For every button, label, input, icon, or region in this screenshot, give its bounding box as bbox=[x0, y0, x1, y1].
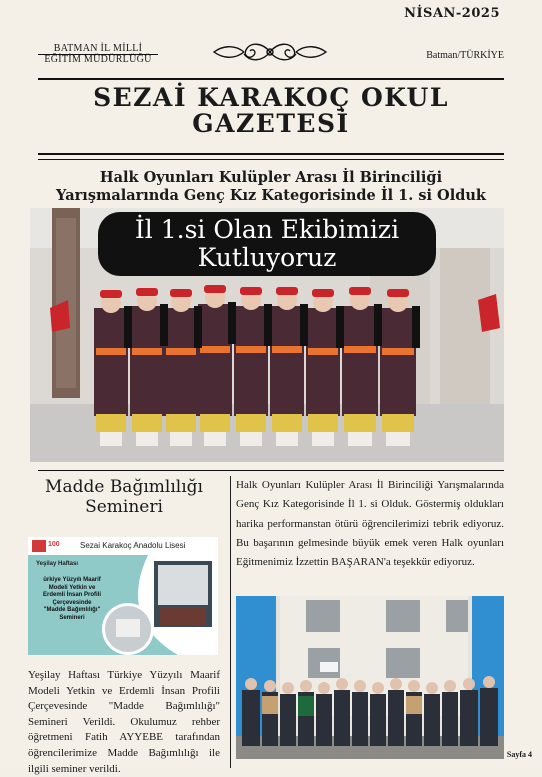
seminar-poster bbox=[28, 537, 218, 655]
poster-school: Sezai Karakoç Anadolu Lisesi bbox=[80, 541, 186, 550]
poster-text-2: Modeli Yetkin ve bbox=[48, 584, 96, 591]
newspaper-title bbox=[40, 85, 502, 137]
page-number: Sayfa 4 bbox=[506, 750, 532, 759]
section-rule bbox=[38, 470, 504, 471]
headline-line-1: Halk Oyunları Kulüpler Arası İl Birinciliği bbox=[99, 169, 443, 186]
poster-text-6: Semineri bbox=[59, 614, 85, 621]
seminar-title-line-2: Semineri bbox=[85, 497, 163, 517]
title-line-1: SEZAİ KARAKOÇ OKUL bbox=[93, 83, 449, 112]
lead-headline bbox=[30, 169, 512, 205]
institution-line-2: EĞİTİM MÜDÜRLÜĞÜ bbox=[38, 54, 158, 65]
title-rule-upper bbox=[38, 153, 504, 155]
group-photo bbox=[236, 596, 504, 759]
banner-line-1: İl 1.si Olan Ekibimizi bbox=[134, 215, 400, 244]
poster-badge: 100 bbox=[48, 541, 60, 548]
column-divider bbox=[230, 476, 231, 768]
seminar-title-line-1: Madde Bağımlılığı bbox=[45, 477, 203, 497]
seminar-body: Yeşilay Haftası Türkiye Yüzyılı Maarif Modeli Yetkin ve Erdemli İnsan Profili Çerçevesinde "Madde Bağımlılığı" Semineri Verildi. Okulumuz rehber öğretmeni Fatih AYYEBE tarafından öğrencilerimize Madde Bağımlılığı ile ilgili seminer verildi. bbox=[28, 669, 220, 775]
institution-line-1: BATMAN İL MİLLİ bbox=[53, 43, 143, 54]
institution-name bbox=[38, 44, 158, 65]
poster-text-3: Erdemli İnsan Profili bbox=[42, 592, 101, 598]
poster-week: Yeşilay Haftası bbox=[36, 561, 79, 567]
lead-body: Halk Oyunları Kulüpler Arası İl Birinciliği Yarışmalarında Genç Kız Kategorisinde İl 1. si Olduk. Göstermiş oldukları harika performanstan ötürü öğrencilerimizi tebrik ediyoruz. Bu başarının gelmesinde büyük emek veren Halk oyunları Eğitmenimiz İzzettin BAŞARAN'a teşekkür ediyoruz. bbox=[236, 479, 504, 569]
issue-date: NİSAN-2025 bbox=[404, 6, 500, 21]
congrats-banner bbox=[98, 212, 436, 276]
poster-text-5: "Madde Bağımlılığı" bbox=[43, 607, 101, 613]
poster-text-1: ürkiye Yüzyılı Maarif bbox=[43, 577, 101, 583]
location-label: Batman/TÜRKİYE bbox=[426, 50, 504, 61]
title-line-2: GAZETESİ bbox=[192, 109, 350, 138]
banner-line-2: Kutluyoruz bbox=[197, 243, 337, 272]
top-rule bbox=[38, 78, 504, 80]
seminar-title bbox=[26, 477, 222, 517]
title-rule-lower bbox=[38, 159, 504, 160]
ornament-icon bbox=[210, 38, 330, 66]
poster-text-4: Çerçevesinde bbox=[52, 599, 92, 606]
poster-text bbox=[30, 577, 114, 622]
headline-line-2: Yarışmalarında Genç Kız Kategorisinde İl 1. si Olduk bbox=[56, 187, 486, 204]
